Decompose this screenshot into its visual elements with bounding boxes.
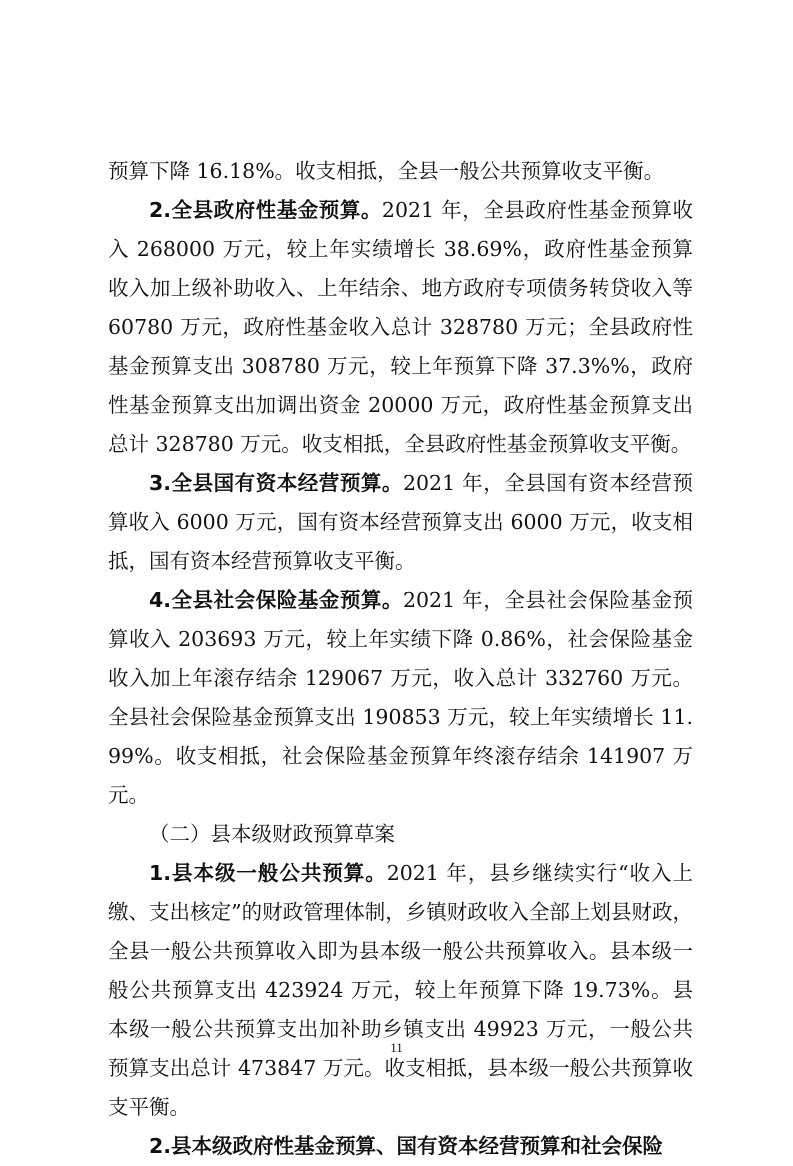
paragraph-2 — [108, 191, 693, 464]
page-number: 11 — [390, 1040, 403, 1055]
paragraph-2-text: 2021 年，全县政府性基金预算收入 268000 万元，较上年实绩增长 38.69%，政府性基金预算收入加上级补助收入、上年结余、地方政府专项债务转贷收入等 60780 万元，政府性基金收入总计 328780 万元；全县政府性基金预算支出 308780 万元，较上年预算下降 37.3%%，政府性基金预算支出加调出资金 20000 万元，政府性基金预算支出总计 328780 万元。收支相抵，全县政府性基金预算收支平衡。 — [108, 198, 693, 456]
paragraph-5-lead: 1.县本级一般公共预算。 — [149, 861, 387, 885]
paragraph-2-lead: 2.全县政府性基金预算。 — [149, 198, 382, 222]
document-body — [108, 152, 693, 1166]
paragraph-6-lead: 2.县本级政府性基金预算、国有资本经营预算和社会保险 — [149, 1134, 664, 1158]
paragraph-6 — [108, 1127, 693, 1166]
paragraph-4-lead: 4.全县社会保险基金预算。 — [149, 588, 403, 612]
paragraph-4-text: 2021 年，全县社会保险基金预算收入 203693 万元，较上年实绩下降 0.86%，社会保险基金收入加上年滚存结余 129067 万元，收入总计 332760 万元。全县社会保险基金预算支出 190853 万元，较上年实绩增长 11.99%。收支相抵，社会保险基金预算年终滚存结余 141907 万元。 — [108, 588, 693, 807]
paragraph-1 — [108, 152, 693, 191]
paragraph-3-text: 2021 年，全县国有资本经营预算收入 6000 万元，国有资本经营预算支出 6000 万元，收支相抵，国有资本经营预算收支平衡。 — [108, 471, 693, 573]
paragraph-3 — [108, 464, 693, 581]
paragraph-1-text: 预算下降 16.18%。收支相抵，全县一般公共预算收支平衡。 — [108, 159, 665, 183]
paragraph-3-lead: 3.全县国有资本经营预算。 — [149, 471, 403, 495]
paragraph-4 — [108, 581, 693, 815]
section-heading: （二）县本级财政预算草案 — [149, 822, 395, 846]
paragraph-5 — [108, 854, 693, 1127]
paragraph-5-text: 2021 年，县乡继续实行“收入上缴、支出核定”的财政管理体制，乡镇财政收入全部上划县财政，全县一般公共预算收入即为县本级一般公共预算收入。县本级一般公共预算支出 423924 万元，较上年预算下降 19.73%。县本级一般公共预算支出加补助乡镇支出 49923 万元，一般公共预算支出总计 473847 万元。收支相抵，县本级一般公共预算收支平衡。 — [108, 861, 693, 1119]
